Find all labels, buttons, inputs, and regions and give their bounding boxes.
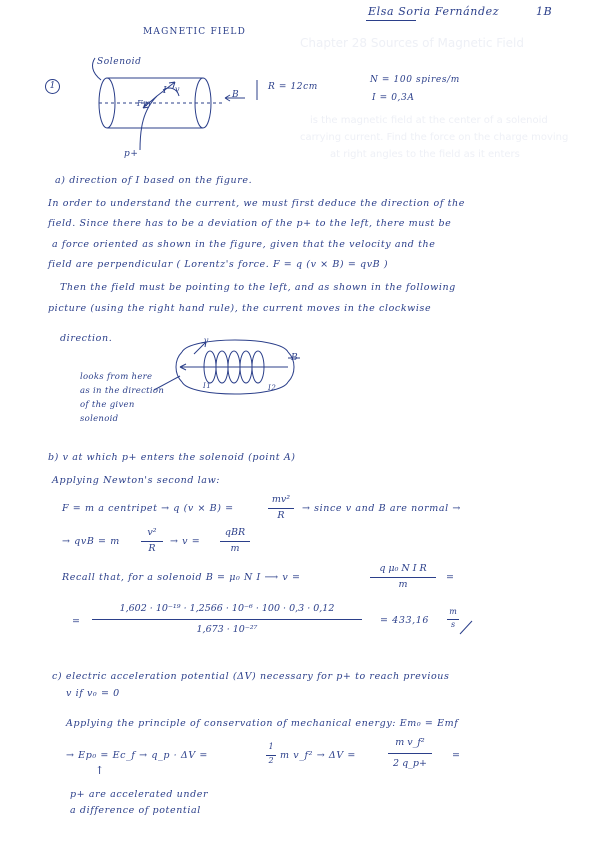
eq1-denominator: R: [277, 510, 285, 521]
part-a-line: field. Since there has to be a deviation of the p+ to the left, there must be: [48, 218, 452, 229]
potential-denominator: 2 q_p+: [393, 758, 427, 769]
velocity-result: = 433,16: [380, 615, 430, 626]
coil-current-right: I2: [268, 384, 277, 392]
half-denominator: 2: [268, 756, 274, 765]
coil-note: of the given: [80, 400, 135, 410]
recall-fraction-bar: [370, 577, 436, 578]
show-through-line: at right angles to the field as it enters: [330, 149, 520, 160]
eq1-left: F = m a centripet → q (v × B) =: [62, 503, 234, 514]
note-line: a difference of potential: [70, 805, 201, 816]
show-through-line: is the magnetic field at the center of a solenoid: [310, 115, 548, 126]
recall-numerator: q μ₀ N I R: [379, 563, 427, 574]
potential-numerator: m v_f²: [395, 737, 425, 748]
calc-numerator: 1,602 · 10⁻¹⁹ · 1,2566 · 10⁻⁶ · 100 · 0,3 · 0,12: [119, 603, 335, 614]
eq2-numerator: v²: [147, 527, 157, 538]
proton-label: p+: [124, 149, 139, 159]
field-label: B: [232, 90, 240, 100]
eq1-numerator: mv²: [271, 494, 291, 505]
potential-equals: =: [452, 750, 461, 761]
coil-current-left: I1: [203, 382, 212, 390]
eq2-mid: → v =: [170, 536, 201, 547]
show-through-line: carrying current. Find the force on the charge moving: [300, 132, 569, 143]
solenoid-figure: [85, 58, 255, 154]
page-title: MAGNETIC FIELD: [143, 27, 247, 37]
coil-note: as in the direction: [80, 386, 165, 396]
part-a-line: picture (using the right hand rule), the current moves in the clockwise: [48, 303, 432, 314]
eq2-fraction-bar: [141, 541, 163, 542]
author-underline: [366, 20, 416, 21]
radius-value: R = 12cm: [268, 82, 318, 92]
velocity-label: v: [175, 85, 181, 94]
result-check-mark: [458, 618, 474, 636]
part-c-heading: c) electric acceleration potential (ΔV) necessary for p+ to reach previous: [52, 671, 450, 682]
coil-velocity-label: v: [204, 336, 210, 345]
eq1-right: → since v and B are normal →: [302, 503, 461, 514]
problem-number: 1: [49, 81, 56, 91]
part-b-heading: b) v at which p+ enters the solenoid (point A): [48, 452, 296, 463]
calc-denominator: 1,673 · 10⁻²⁷: [196, 624, 258, 635]
part-a-line: In order to understand the current, we must first deduce the direction of the: [48, 198, 465, 209]
part-a-line: Then the field must be pointing to the left, and as shown in the following: [60, 282, 456, 293]
calc-prefix: =: [72, 616, 81, 627]
coil-field-label: B: [291, 353, 299, 363]
eq1-fraction-bar: [268, 508, 294, 509]
eq2-numerator-2: qBR: [224, 527, 246, 538]
calc-fraction-bar: [92, 619, 362, 620]
coil-axis-arrow: [180, 364, 288, 370]
energy-eq-left: → Ep₀ = Ec_f → q_p · ΔV =: [66, 750, 208, 761]
part-a-line: a force oriented as shown in the figure, given that the velocity and the: [52, 239, 436, 250]
principle-line: Applying the principle of conservation of mechanical energy: Em₀ = Emf: [66, 718, 459, 729]
part-c-heading-2: v if v₀ = 0: [66, 688, 120, 699]
solenoid-label: Solenoid: [97, 57, 142, 67]
group-label: 1B: [536, 5, 553, 18]
potential-fraction-bar: [388, 753, 432, 754]
unit-numerator: m: [449, 607, 457, 616]
note-line: p+ are accelerated under: [70, 789, 209, 800]
show-through-line: Chapter 28 Sources of Magnetic Field: [300, 36, 524, 50]
turns-density: N = 100 spires/m: [370, 75, 460, 85]
current-value: I = 0,3A: [372, 93, 415, 103]
eq2-fraction-bar-2: [220, 541, 250, 542]
up-arrow: ↑: [95, 764, 105, 777]
unit-denominator: s: [450, 620, 456, 629]
newton-line: Applying Newton's second law:: [52, 475, 221, 486]
part-a-line: direction.: [60, 333, 113, 344]
half-numerator: 1: [268, 742, 274, 751]
recall-denominator: m: [398, 579, 408, 590]
part-a-line: field are perpendicular ( Lorentz's force. F = q (v × B) = qvB ): [48, 259, 389, 270]
recall-equals: =: [446, 572, 455, 583]
author-name: Elsa Soria Fernández: [368, 5, 500, 18]
coil-note: solenoid: [80, 414, 119, 424]
part-a-heading: a) direction of I based on the figure.: [55, 175, 253, 186]
coil-figure: [170, 332, 305, 400]
problem-number-circle: [45, 79, 60, 94]
eq2-denominator-2: m: [230, 543, 240, 554]
recall-left: Recall that, for a solenoid B = μ₀ N I ⟶ v =: [62, 572, 301, 583]
coil-note: looks from here: [80, 372, 153, 382]
fm-label: Fm: [137, 99, 152, 108]
eq2-left: → qvB = m: [62, 536, 120, 547]
eq2-denominator: R: [148, 543, 156, 554]
current-label: I: [163, 86, 168, 96]
energy-eq-mid: m v_f² → ΔV =: [280, 750, 356, 761]
